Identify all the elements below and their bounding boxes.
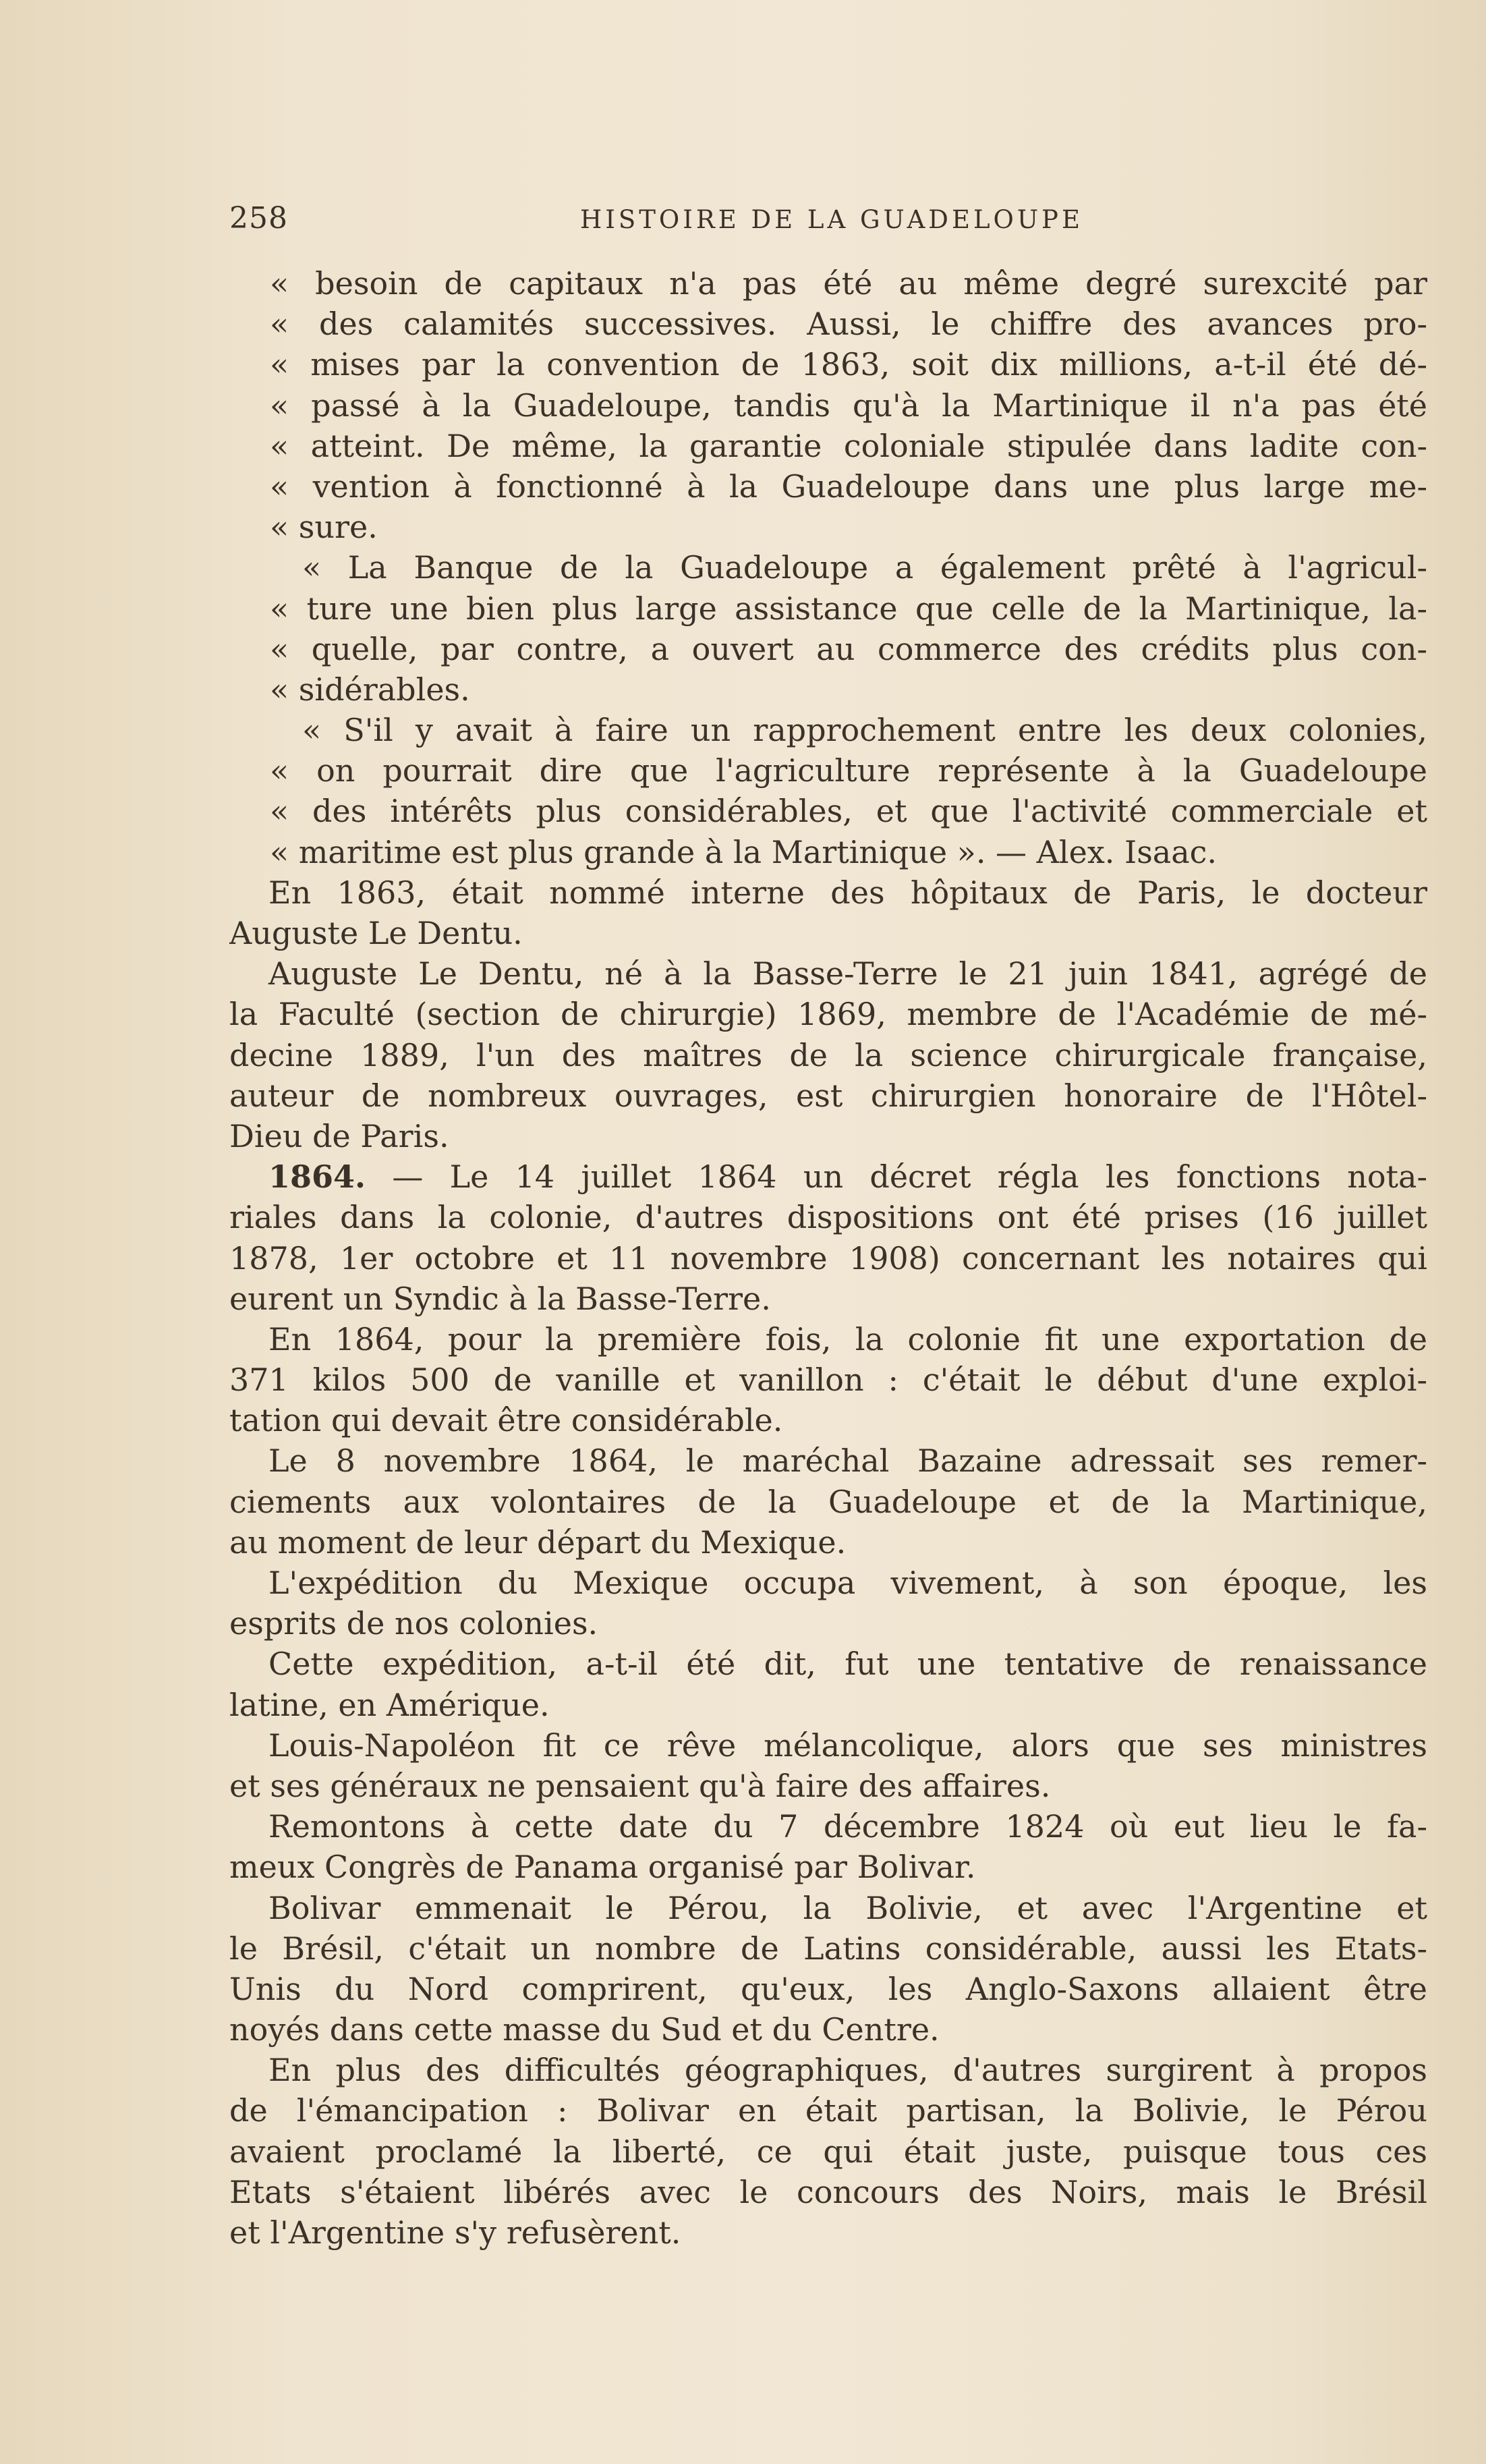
text-line bbox=[229, 913, 1427, 953]
line-text: de l'émancipation : Bolivar en était partisan, la Bolivie, le Pérou bbox=[229, 2092, 1427, 2129]
line-text: tation qui devait être considérable. bbox=[229, 1402, 783, 1439]
line-text: « passé à la Guadeloupe, tandis qu'à la Martinique il n'a pas été bbox=[270, 387, 1427, 424]
text-line bbox=[229, 872, 1427, 913]
line-text: riales dans la colonie, d'autres dispositions ont été prises (16 juillet bbox=[229, 1199, 1427, 1236]
text-line bbox=[229, 1279, 1427, 1319]
year-heading: 1864. bbox=[268, 1158, 366, 1196]
line-text: « on pourrait dire que l'agriculture représente à la Guadeloupe bbox=[270, 752, 1427, 789]
line-text: et l'Argentine s'y refusèrent. bbox=[229, 2214, 681, 2251]
line-text: « S'il y avait à faire un rapprochement entre les deux colonies, bbox=[302, 712, 1427, 749]
line-text: au moment de leur départ du Mexique. bbox=[229, 1523, 847, 1561]
line-text: « des intérêts plus considérables, et que l'activité commerciale et bbox=[270, 793, 1427, 830]
text-line bbox=[229, 1928, 1427, 1969]
line-text: ciements aux volontaires de la Guadeloupe et de la Martinique, bbox=[229, 1483, 1427, 1520]
text-line bbox=[229, 669, 1427, 710]
text-line bbox=[229, 507, 1427, 547]
line-text: auteur de nombreux ouvrages, est chirurgien honoraire de l'Hôtel- bbox=[229, 1077, 1427, 1114]
text-line bbox=[229, 1888, 1427, 1928]
line-text: « mises par la convention de 1863, soit dix millions, a-t-il été dé- bbox=[270, 346, 1427, 383]
text-line bbox=[229, 1603, 1427, 1644]
text-line bbox=[229, 385, 1427, 426]
text-line bbox=[229, 1766, 1427, 1806]
line-text: En plus des difficultés géographiques, d'autres surgirent à propos bbox=[268, 2052, 1427, 2089]
line-text: Unis du Nord comprirent, qu'eux, les Anglo-Saxons allaient être bbox=[229, 1970, 1427, 2007]
text-line bbox=[229, 1685, 1427, 1725]
text-line bbox=[229, 1197, 1427, 1237]
line-text: latine, en Amérique. bbox=[229, 1686, 550, 1723]
line-text: 1878, 1er octobre et 11 novembre 1908) concernant les notaires qui bbox=[229, 1239, 1427, 1277]
line-text: decine 1889, l'un des maîtres de la science chirurgicale française, bbox=[229, 1036, 1427, 1073]
text-line bbox=[229, 1035, 1427, 1075]
line-text: eurent un Syndic à la Basse-Terre. bbox=[229, 1280, 771, 1317]
text-line bbox=[229, 1360, 1427, 1400]
text-line bbox=[229, 1563, 1427, 1603]
line-text: « maritime est plus grande à la Martinique ». — Alex. Isaac. bbox=[270, 833, 1218, 870]
text-line bbox=[229, 1644, 1427, 1684]
line-text: Bolivar emmenait le Pérou, la Bolivie, et avec l'Argentine et bbox=[268, 1889, 1427, 1926]
line-text: « besoin de capitaux n'a pas été au même degré surexcité par bbox=[270, 265, 1427, 302]
text-line bbox=[229, 547, 1427, 588]
text-line bbox=[229, 791, 1427, 831]
text-line bbox=[229, 629, 1427, 669]
text-line bbox=[229, 1806, 1427, 1847]
text-line bbox=[229, 710, 1427, 750]
line-text: avaient proclamé la liberté, ce qui était juste, puisque tous ces bbox=[229, 2133, 1427, 2170]
line-text: Remontons à cette date du 7 décembre 1824 où eut lieu le fa- bbox=[268, 1808, 1427, 1845]
text-line bbox=[229, 1482, 1427, 1522]
text-line bbox=[229, 1116, 1427, 1156]
running-title: HISTOIRE DE LA GUADELOUPE bbox=[580, 205, 1083, 234]
text-line bbox=[229, 1847, 1427, 1887]
line-text: Auguste Le Dentu, né à la Basse-Terre le 21 juin 1841, agrégé de bbox=[268, 955, 1427, 992]
line-text: meux Congrès de Panama organisé par Bolivar. bbox=[229, 1849, 976, 1886]
text-line bbox=[229, 832, 1427, 872]
text-line bbox=[229, 263, 1427, 304]
line-text: Le 8 novembre 1864, le maréchal Bazaine adressait ses remer- bbox=[268, 1443, 1427, 1480]
body-text bbox=[229, 263, 1427, 2253]
text-line bbox=[229, 1156, 1427, 1197]
text-line bbox=[229, 1400, 1427, 1440]
line-text: Auguste Le Dentu. bbox=[229, 915, 523, 951]
line-text: « vention à fonctionné à la Guadeloupe dans une plus large me- bbox=[270, 468, 1427, 505]
text-line bbox=[229, 1725, 1427, 1766]
line-text: L'expédition du Mexique occupa vivement, à son époque, les bbox=[268, 1565, 1427, 1601]
line-text: « ture une bien plus large assistance que celle de la Martinique, la- bbox=[270, 590, 1427, 627]
line-text: Louis-Napoléon fit ce rêve mélancolique, alors que ses ministres bbox=[268, 1727, 1427, 1764]
line-text: noyés dans cette masse du Sud et du Centre. bbox=[229, 2011, 940, 2048]
line-text: la Faculté (section de chirurgie) 1869, membre de l'Académie de mé- bbox=[229, 996, 1427, 1033]
line-text: En 1863, était nommé interne des hôpitaux de Paris, le docteur bbox=[268, 874, 1427, 911]
text-line bbox=[229, 2131, 1427, 2172]
text-line bbox=[229, 466, 1427, 507]
text-line bbox=[229, 1522, 1427, 1563]
line-text: Cette expédition, a-t-il été dit, fut une tentative de renaissance bbox=[268, 1646, 1427, 1683]
line-text: « des calamités successives. Aussi, le chiffre des avances pro- bbox=[270, 306, 1427, 343]
line-text: « sure. bbox=[270, 509, 378, 546]
line-text: Etats s'étaient libérés avec le concours des Noirs, mais le Brésil bbox=[229, 2173, 1427, 2210]
text-line bbox=[229, 426, 1427, 466]
line-text: et ses généraux ne pensaient qu'à faire des affaires. bbox=[229, 1767, 1051, 1804]
text-line bbox=[229, 953, 1427, 994]
page-header bbox=[229, 201, 1423, 242]
text-line bbox=[229, 2090, 1427, 2131]
line-text: « La Banque de la Guadeloupe a également prêté à l'agricul- bbox=[302, 549, 1427, 586]
line-text: « quelle, par contre, a ouvert au commerce des crédits plus con- bbox=[270, 630, 1427, 667]
text-line bbox=[229, 1440, 1427, 1481]
text-line bbox=[229, 2212, 1427, 2253]
text-line bbox=[229, 588, 1427, 629]
text-line bbox=[229, 2172, 1427, 2212]
text-line bbox=[229, 1319, 1427, 1360]
line-text: « sidérables. bbox=[270, 671, 470, 708]
text-line bbox=[229, 750, 1427, 791]
line-text: « atteint. De même, la garantie coloniale stipulée dans ladite con- bbox=[270, 427, 1427, 464]
page-number: 258 bbox=[229, 201, 288, 235]
text-line bbox=[229, 1238, 1427, 1279]
line-text: esprits de nos colonies. bbox=[229, 1605, 598, 1642]
text-line bbox=[229, 2050, 1427, 2090]
text-line bbox=[229, 2009, 1427, 2050]
line-text: — Le 14 juillet 1864 un décret régla les fonctions nota- bbox=[366, 1158, 1427, 1196]
text-line bbox=[229, 1969, 1427, 2009]
line-text: En 1864, pour la première fois, la colonie fit une exportation de bbox=[268, 1320, 1427, 1357]
line-text: le Brésil, c'était un nombre de Latins considérable, aussi les Etats- bbox=[229, 1930, 1427, 1967]
text-line bbox=[229, 304, 1427, 344]
text-line bbox=[229, 994, 1427, 1034]
text-line bbox=[229, 1075, 1427, 1116]
text-line bbox=[229, 344, 1427, 385]
line-text: Dieu de Paris. bbox=[229, 1117, 449, 1154]
line-text: 371 kilos 500 de vanille et vanillon : c'était le début d'une exploi- bbox=[229, 1362, 1427, 1399]
